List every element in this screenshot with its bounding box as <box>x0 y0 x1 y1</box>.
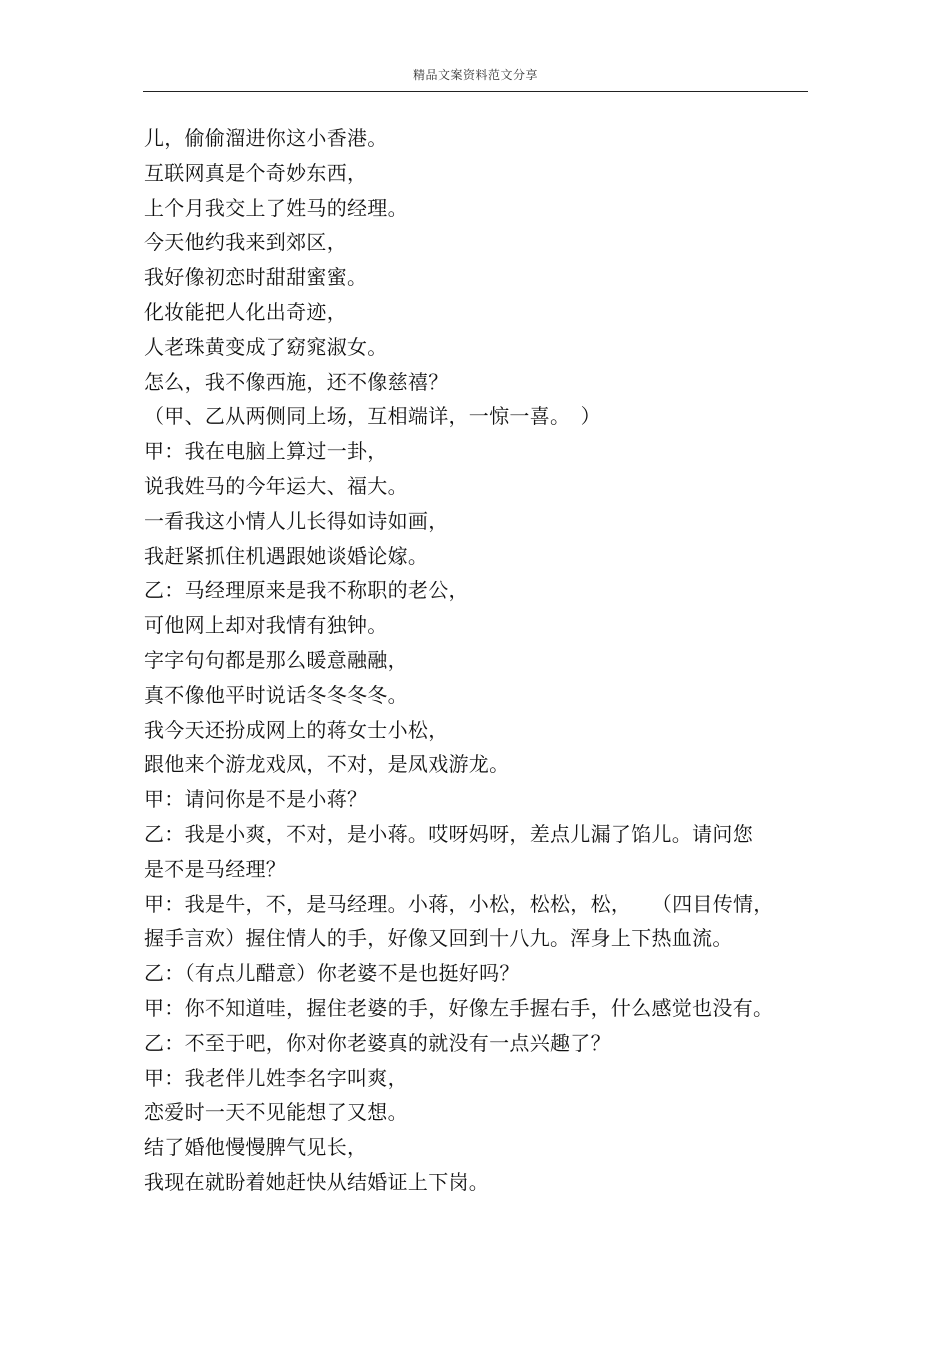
text-line: 乙：马经理原来是我不称职的老公， <box>144 578 469 603</box>
text-line: 互联网真是个奇妙东西， <box>144 160 368 185</box>
stage-direction: （甲、乙从两侧同上场，互相端详，一惊一喜。 ） <box>144 404 601 429</box>
text-line: 今天他约我来到郊区， <box>144 230 347 255</box>
text-line: 乙：我是小爽，不对，是小蒋。哎呀妈呀，差点儿漏了馅儿。请问您 <box>144 821 753 846</box>
text-line: 我赶紧抓住机遇跟她谈婚论嫁。 <box>144 543 429 568</box>
text-line: 跟他来个游龙戏凤，不对，是凤戏游龙。 <box>144 752 510 777</box>
text-line: 甲：我老伴儿姓李名字叫爽， <box>144 1065 408 1090</box>
text-line: 可他网上却对我情有独钟。 <box>144 613 388 638</box>
text-line: 我现在就盼着她赶快从结婚证上下岗。 <box>144 1169 490 1194</box>
text-line: 甲：请问你是不是小蒋？ <box>144 787 368 812</box>
header-text: 精品文案资料范文分享 <box>412 68 538 82</box>
text-line: 怎么，我不像西施，还不像慈禧？ <box>144 369 449 394</box>
text-line: 是不是马经理？ <box>144 856 287 881</box>
text-line: 人老珠黄变成了窈窕淑女。 <box>144 334 388 359</box>
text-line: 一看我这小情人儿长得如诗如画， <box>144 508 449 533</box>
text-line: 结了婚他慢慢脾气见长， <box>144 1135 368 1160</box>
document-body <box>144 121 808 1200</box>
text-line: 上个月我交上了姓马的经理。 <box>144 195 408 220</box>
page-header <box>143 64 808 92</box>
text-line: 化妆能把人化出奇迹， <box>144 299 347 324</box>
text-line: 恋爱时一天不见能想了又想。 <box>144 1100 408 1125</box>
text-line: 甲：你不知道哇，握住老婆的手，好像左手握右手，什么感觉也没有。 <box>144 995 774 1020</box>
text-line: 乙：（有点儿醋意）你老婆不是也挺好吗？ <box>144 961 520 986</box>
text-line: 儿，偷偷溜进你这小香港。 <box>144 126 388 150</box>
text-line: 握手言欢）握住情人的手，好像又回到十八九。浑身上下热血流。 <box>144 926 733 951</box>
text-line: 乙：不至于吧，你对你老婆真的就没有一点兴趣了？ <box>144 1030 611 1055</box>
text-line: 真不像他平时说话冬冬冬冬。 <box>144 682 408 707</box>
text-line: 我好像初恋时甜甜蜜蜜。 <box>144 265 368 290</box>
text-line: 甲：我在电脑上算过一卦， <box>144 439 388 464</box>
text-line: 说我姓马的今年运大、福大。 <box>144 473 408 498</box>
text-line: 甲：我是牛，不，是马经理。小蒋，小松，松松，松， （四目传情， <box>144 891 774 916</box>
text-line: 我今天还扮成网上的蒋女士小松， <box>144 717 449 742</box>
text-line: 字字句句都是那么暖意融融， <box>144 647 408 672</box>
